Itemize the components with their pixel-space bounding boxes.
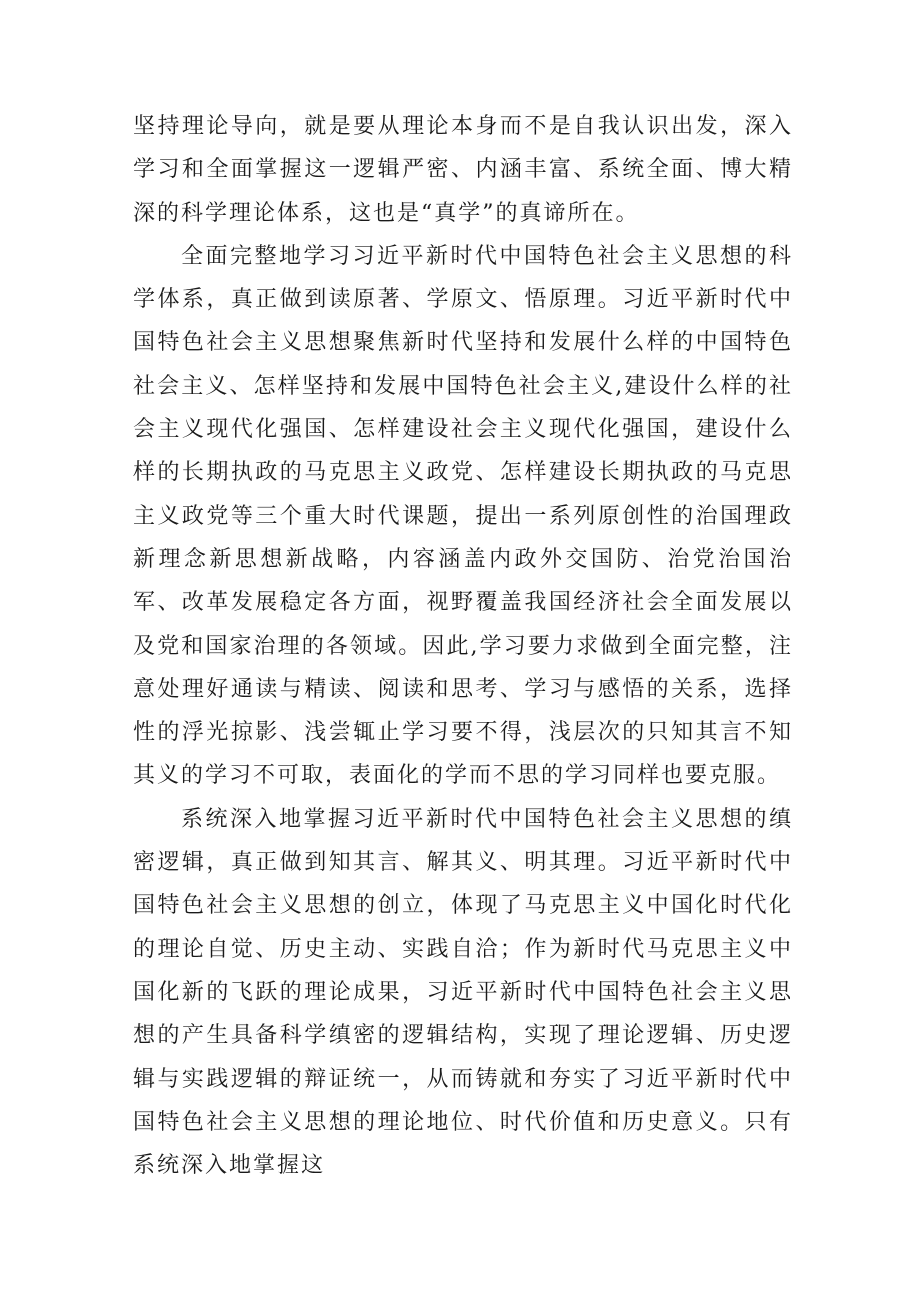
paragraph-3: 系统深入地掌握习近平新时代中国特色社会主义思想的缜密逻辑，真正做到知其言、解其义、明其理。习近平新时代中国特色社会主义思想的创立，体现了马克思主义中国化时代化的理论自觉、历史主动、实践自洽；作为新时代马克思主义中国化新的飞跃的理论成果，习近平新时代中国特色社会主义思想的产生具备科学缜密的逻辑结构，实现了理论逻辑、历史逻辑与实践逻辑的辩证统一，从而铸就和夯实了习近平新时代中国特色社会主义思想的理论地位、时代价值和历史意义。只有系统深入地掌握这 bbox=[133, 806, 793, 1179]
body-text bbox=[133, 105, 793, 1187]
paragraph-2: 全面完整地学习习近平新时代中国特色社会主义思想的科学体系，真正做到读原著、学原文、悟原理。习近平新时代中国特色社会主义思想聚焦新时代坚持和发展什么样的中国特色社会主义、怎样坚持和发展中国特色社会主义,建设什么样的社会主义现代化强国、怎样建设社会主义现代化强国，建设什么样的长期执政的马克思主义政党、怎样建设长期执政的马克思主义政党等三个重大时代课题，提出一系列原创性的治国理政新理念新思想新战略，内容涵盖内政外交国防、治党治国治军、改革发展稳定各方面，视野覆盖我国经济社会全面发展以及党和国家治理的各领域。因此,学习要力求做到全面完整，注意处理好通读与精读、阅读和思考、学习与感悟的关系，选择性的浮光掠影、浅尝辄止学习要不得，浅层次的只知其言不知其义的学习不可取，表面化的学而不思的学习同样也要克服。 bbox=[133, 243, 793, 789]
paragraph-1: 坚持理论导向，就是要从理论本身而不是自我认识出发，深入学习和全面掌握这一逻辑严密、内涵丰富、系统全面、博大精深的科学理论体系，这也是“真学”的真谛所在。 bbox=[133, 114, 793, 226]
